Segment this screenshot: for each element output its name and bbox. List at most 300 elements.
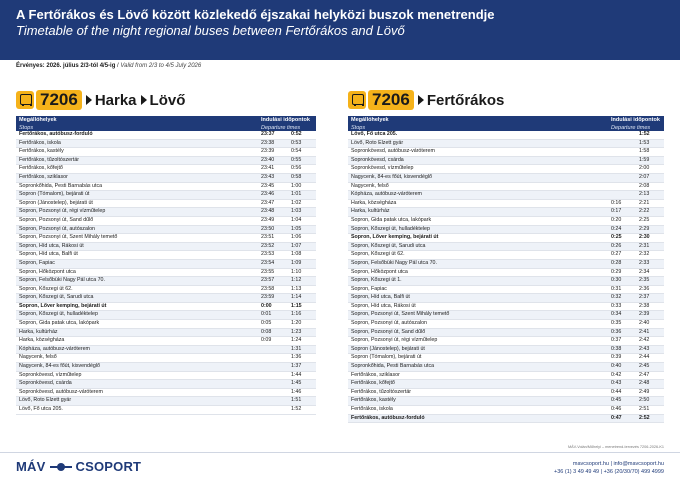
table-row: [16, 302, 316, 311]
stop-name: Sopron, Lőver kemping, bejárati út: [16, 302, 258, 311]
departure-time: 1:53: [636, 139, 664, 148]
departure-time: 2:42: [636, 337, 664, 346]
table-row: [16, 268, 316, 277]
departure-time: [258, 388, 288, 397]
stop-name: Sopron, Gida patak utca, lakópark: [16, 320, 258, 329]
departure-time: [258, 363, 288, 372]
stop-name: Lövő, Fő utca 205.: [348, 131, 608, 139]
departure-time: [608, 148, 636, 157]
departure-time: 0:05: [258, 320, 288, 329]
stop-name: Sopron (Tómalom), bejárati út: [16, 191, 258, 200]
stop-name: Fertőrákos, sziklasor: [348, 371, 608, 380]
contact-phone[interactable]: +36 (1) 3 49 49 49 | +36 (20/30/70) 499 4999: [554, 469, 664, 475]
table-row: [16, 156, 316, 165]
stop-name: Nagycenk, felső: [348, 182, 608, 191]
table-row: [16, 285, 316, 294]
departure-time: 2:13: [636, 191, 664, 200]
departure-time: 2:39: [636, 311, 664, 320]
departure-time: 1:12: [288, 277, 316, 286]
table-row: [16, 371, 316, 380]
departure-time: [258, 371, 288, 380]
departure-time: 23:40: [258, 156, 288, 165]
title-english: Timetable of the night regional buses between Fertőrákos and Lövő: [16, 23, 405, 38]
departure-time: 2:37: [636, 294, 664, 303]
departure-time: 1:46: [288, 388, 316, 397]
column-header-times: Indulási időpontok: [608, 116, 664, 124]
departure-time: 0:25: [608, 234, 636, 243]
departure-time: 23:37: [258, 131, 288, 139]
stop-name: Sopron, Pozsonyi út, Szent Mihály temető: [16, 234, 258, 243]
departure-time: 2:43: [636, 345, 664, 354]
route-destination-final: Lövő: [149, 91, 186, 109]
departure-time: 0:24: [608, 225, 636, 234]
table-row: [16, 345, 316, 354]
table-row: [348, 337, 664, 346]
validity-label: Érvényes: 2026. július 2/3-tól 4/5-ig: [16, 63, 116, 69]
departure-time: 0:52: [288, 131, 316, 139]
departure-time: 1:02: [288, 199, 316, 208]
departure-time: [608, 173, 636, 182]
contact-web-email[interactable]: mavcsoport.hu | info@mavcsoport.hu: [572, 461, 664, 467]
departure-time: 0:00: [258, 302, 288, 311]
departure-time: 1:14: [288, 294, 316, 303]
route-number: 7206: [368, 90, 414, 110]
page-footer: [0, 452, 680, 481]
departure-time: 0:54: [288, 148, 316, 157]
table-row: [348, 345, 664, 354]
departure-time: [258, 406, 288, 415]
table-row: [16, 173, 316, 182]
table-row: [348, 182, 664, 191]
stop-name: Sopron, Fapiac: [348, 285, 608, 294]
route-header: [348, 88, 664, 112]
departure-time: 2:07: [636, 173, 664, 182]
departure-time: 0:39: [608, 354, 636, 363]
departure-time: 1:07: [288, 242, 316, 251]
departure-time: 0:31: [608, 285, 636, 294]
departure-time: 2:31: [636, 242, 664, 251]
departure-time: 0:42: [608, 371, 636, 380]
table-row: [348, 216, 664, 225]
departure-time: 23:43: [258, 173, 288, 182]
table-row: [348, 285, 664, 294]
departure-time: 1:13: [288, 285, 316, 294]
departure-time: 1:10: [288, 268, 316, 277]
departure-time: 2:47: [636, 371, 664, 380]
departure-time: 2:21: [636, 199, 664, 208]
departure-time: 2:32: [636, 251, 664, 260]
departure-time: 2:35: [636, 277, 664, 286]
table-row: [348, 302, 664, 311]
credit-note: MÁV-Volán/Műhelyi – menetrend-tervezés 7206-2026-K1: [567, 445, 664, 449]
mav-csoport-logo: [16, 459, 141, 474]
departure-time: 0:55: [288, 156, 316, 165]
departure-time: 0:29: [608, 268, 636, 277]
table-row: [348, 311, 664, 320]
column-header-times: Indulási időpontok: [258, 116, 316, 124]
stop-name: Sopronkőhida, Pesti Barnabás utca: [348, 363, 608, 372]
stop-name: Sopron, Kőszegi út, Sarudi utca: [16, 294, 258, 303]
stop-name: Harka, községháza: [348, 199, 608, 208]
table-row: [16, 354, 316, 363]
title-hungarian: A Fertőrákos és Lövő között közlekedő éjszakai helyközi buszok menetrendje: [16, 7, 495, 22]
arrow-right-icon: [418, 95, 424, 105]
departure-time: 23:45: [258, 182, 288, 191]
validity-line: [16, 63, 201, 69]
stop-name: Sopron, Felsőbüki Nagy Pál utca 70.: [348, 259, 608, 268]
stop-name: Nagycenk, 84-es főút, kisvendéglő: [16, 363, 258, 372]
column-header-stops-en: Stops: [348, 124, 608, 131]
stop-name: Fertőrákos, tűzoltószertár: [16, 156, 258, 165]
stop-name: Sopron, Kőszegi út 1.: [348, 277, 608, 286]
stop-name: Sopron, Felsőbüki Nagy Pál utca 70.: [16, 277, 258, 286]
table-row: [348, 397, 664, 406]
table-row: [348, 380, 664, 389]
departure-time: 0:33: [608, 302, 636, 311]
logo-mark-icon: [50, 463, 72, 471]
departure-time: 0:46: [608, 406, 636, 415]
stop-name: Sopron, Híd utca, Balfi út: [348, 294, 608, 303]
departure-time: 23:52: [258, 242, 288, 251]
departure-time: 2:08: [636, 182, 664, 191]
stop-name: Sopron, Kőszegi út 62.: [16, 285, 258, 294]
departure-time: [608, 191, 636, 200]
departure-time: 2:34: [636, 268, 664, 277]
route-header: [16, 88, 316, 112]
logo-text-right: CSOPORT: [75, 459, 142, 474]
departure-time: 0:58: [288, 173, 316, 182]
table-row: [16, 242, 316, 251]
table-row: [16, 320, 316, 329]
table-row: [348, 328, 664, 337]
column-header-stops: Megállóhelyek: [348, 116, 608, 124]
departure-time: 23:58: [258, 285, 288, 294]
stop-name: Sopron, Hőközpont utca: [348, 268, 608, 277]
table-row: [16, 406, 316, 415]
departure-time: 1:45: [288, 380, 316, 389]
departure-time: 23:49: [258, 216, 288, 225]
table-row: [348, 225, 664, 234]
departure-time: 23:41: [258, 165, 288, 174]
stop-name: Sopron, Pozsonyi út, Sand dűlő: [16, 216, 258, 225]
departure-time: 0:30: [608, 277, 636, 286]
departure-time: 1:09: [288, 259, 316, 268]
stop-name: Nagycenk, 84-es főút, kisvendéglő: [348, 173, 608, 182]
departure-time: [608, 139, 636, 148]
table-row: [348, 173, 664, 182]
table-row: [16, 131, 316, 139]
timetable: [348, 116, 664, 423]
stop-name: Fertőrákos, kastély: [16, 148, 258, 157]
timetable-fertorakos: [348, 88, 664, 423]
departure-time: 1:04: [288, 216, 316, 225]
departure-time: 23:51: [258, 234, 288, 243]
departure-time: 1:08: [288, 251, 316, 260]
departure-time: 1:16: [288, 311, 316, 320]
departure-time: 1:20: [288, 320, 316, 329]
departure-time: 2:50: [636, 397, 664, 406]
table-row: [16, 148, 316, 157]
route-destination: Harka: [94, 91, 137, 109]
stop-name: Fertőrákos, iskola: [16, 139, 258, 148]
table-row: [348, 406, 664, 415]
departure-time: 2:48: [636, 380, 664, 389]
stop-name: Harka, községháza: [16, 337, 258, 346]
stop-name: Fertőrákos, kőfejtő: [348, 380, 608, 389]
stop-name: Sopron, Hőközpont utca: [16, 268, 258, 277]
stop-name: Kópháza, autóbusz-váróterem: [348, 191, 608, 200]
table-row: [348, 131, 664, 139]
departure-time: 0:36: [608, 328, 636, 337]
departure-time: 1:05: [288, 225, 316, 234]
departure-time: 1:24: [288, 337, 316, 346]
table-row: [16, 216, 316, 225]
validity-label-english: Valid from 2/3 to 4/5 July 2026: [120, 63, 202, 69]
stop-name: Fertőrákos, kastély: [348, 397, 608, 406]
stop-name: Sopronkövesd, csárda: [348, 156, 608, 165]
stop-name: Fertőrákos, autóbusz-forduló: [348, 414, 608, 423]
departure-time: 0:08: [258, 328, 288, 337]
departure-time: 0:27: [608, 251, 636, 260]
departure-time: 2:29: [636, 225, 664, 234]
departure-time: 23:48: [258, 208, 288, 217]
departure-time: [258, 397, 288, 406]
table-row: [348, 242, 664, 251]
departure-time: 0:20: [608, 216, 636, 225]
departure-time: 2:36: [636, 285, 664, 294]
table-row: [348, 388, 664, 397]
table-row: [348, 277, 664, 286]
stop-name: Sopron, Pozsonyi út, autószalon: [16, 225, 258, 234]
stop-name: Sopron, Kőszegi út 62.: [348, 251, 608, 260]
departure-time: [608, 131, 636, 139]
table-row: [348, 191, 664, 200]
departure-time: 0:09: [258, 337, 288, 346]
logo-text-left: MÁV: [16, 459, 46, 474]
table-row: [348, 259, 664, 268]
stop-name: Sopron, Híd utca, Rákosi út: [16, 242, 258, 251]
departure-time: 1:52: [288, 406, 316, 415]
departure-time: 2:49: [636, 388, 664, 397]
table-row: [16, 388, 316, 397]
table-row: [16, 234, 316, 243]
departure-time: 0:28: [608, 259, 636, 268]
departure-time: 2:51: [636, 406, 664, 415]
departure-time: 2:25: [636, 216, 664, 225]
stop-name: Sopron, Pozsonyi út, régi vízműtelep: [348, 337, 608, 346]
stop-name: Sopron, Pozsonyi út, Sand dűlő: [348, 328, 608, 337]
table-row: [348, 371, 664, 380]
arrow-right-icon: [141, 95, 147, 105]
departure-time: 23:38: [258, 139, 288, 148]
stop-name: Sopronkövesd, vízműtelep: [348, 165, 608, 174]
departure-time: 2:40: [636, 320, 664, 329]
departure-time: 2:41: [636, 328, 664, 337]
stop-name: Fertőrákos, autóbusz-forduló: [16, 131, 258, 139]
stop-name: Lövő, Roto Elzett gyár: [16, 397, 258, 406]
departure-time: 23:59: [258, 294, 288, 303]
departure-time: 1:31: [288, 345, 316, 354]
departure-time: 23:54: [258, 259, 288, 268]
departure-time: 2:33: [636, 259, 664, 268]
departure-time: 1:15: [288, 302, 316, 311]
stop-name: Lövő, Roto Elzett gyár: [348, 139, 608, 148]
table-row: [16, 199, 316, 208]
departure-time: 1:03: [288, 208, 316, 217]
departure-time: 0:32: [608, 294, 636, 303]
table-row: [16, 363, 316, 372]
column-header-times-en: Departure times: [608, 124, 664, 131]
departure-time: 0:35: [608, 320, 636, 329]
departure-time: 0:01: [258, 311, 288, 320]
table-row: [348, 234, 664, 243]
departure-time: 23:39: [258, 148, 288, 157]
departure-time: 1:52: [636, 131, 664, 139]
departure-time: 1:01: [288, 191, 316, 200]
timetable: [16, 116, 316, 415]
table-row: [348, 320, 664, 329]
departure-time: 2:38: [636, 302, 664, 311]
arrow-right-icon: [86, 95, 92, 105]
table-row: [348, 148, 664, 157]
departure-time: 23:55: [258, 268, 288, 277]
table-row: [348, 354, 664, 363]
stop-name: Kópháza, autóbusz-váróterem: [16, 345, 258, 354]
departure-time: 0:17: [608, 208, 636, 217]
table-row: [348, 268, 664, 277]
validity-separator: /: [115, 63, 121, 69]
bus-icon: [348, 91, 366, 109]
stop-name: Sopron, Kőszegi út, hulladéktelep: [348, 225, 608, 234]
departure-time: 0:56: [288, 165, 316, 174]
departure-time: 0:26: [608, 242, 636, 251]
departure-time: 2:44: [636, 354, 664, 363]
column-header-stops: Megállóhelyek: [16, 116, 258, 124]
departure-time: [258, 380, 288, 389]
stop-name: Fertőrákos, tűzoltószertár: [348, 388, 608, 397]
stop-name: Nagycenk, felső: [16, 354, 258, 363]
table-row: [16, 311, 316, 320]
stop-name: Sopronkövesd, autóbusz-váróterem: [16, 388, 258, 397]
stop-name: Sopron, Gida patak utca, lakópark: [348, 216, 608, 225]
table-row: [348, 156, 664, 165]
table-row: [16, 208, 316, 217]
table-row: [16, 139, 316, 148]
table-row: [16, 225, 316, 234]
stop-name: Harka, kultúrház: [16, 328, 258, 337]
departure-time: 0:44: [608, 388, 636, 397]
stop-name: Sopron, Pozsonyi út, Szent Mihály temető: [348, 311, 608, 320]
departure-time: 1:58: [636, 148, 664, 157]
stop-name: Sopronkövesd, vízműtelep: [16, 371, 258, 380]
column-header-times-en: Departure times: [258, 124, 316, 131]
departure-time: 1:36: [288, 354, 316, 363]
stop-name: Fertőrákos, sziklasor: [16, 173, 258, 182]
departure-time: 2:22: [636, 208, 664, 217]
departure-time: 0:38: [608, 345, 636, 354]
stop-name: Sopron, Kőszegi út, hulladéktelep: [16, 311, 258, 320]
departure-time: 0:16: [608, 199, 636, 208]
stop-name: Sopron (Jánostelep), bejárati út: [348, 345, 608, 354]
table-row: [16, 182, 316, 191]
departure-time: 0:37: [608, 337, 636, 346]
departure-time: 1:59: [636, 156, 664, 165]
stop-name: Sopron, Híd utca, Rákosi út: [348, 302, 608, 311]
departure-time: [258, 345, 288, 354]
departure-time: 0:34: [608, 311, 636, 320]
departure-time: 23:57: [258, 277, 288, 286]
departure-time: 0:40: [608, 363, 636, 372]
departure-time: 2:30: [636, 234, 664, 243]
table-row: [16, 165, 316, 174]
departure-time: 1:00: [288, 182, 316, 191]
departure-time: 1:37: [288, 363, 316, 372]
stop-name: Sopronkőhida, Pesti Barnabás utca: [16, 182, 258, 191]
stop-name: Fertőrákos, iskola: [348, 406, 608, 415]
stop-name: Sopron, Fapiac: [16, 259, 258, 268]
timetable-harka-lovo: [16, 88, 316, 415]
route-number: 7206: [36, 90, 82, 110]
stop-name: Sopronkövesd, autóbusz-váróterem: [348, 148, 608, 157]
departure-time: [608, 165, 636, 174]
table-row: [16, 259, 316, 268]
departure-time: 0:43: [608, 380, 636, 389]
table-row: [16, 277, 316, 286]
contact-info: [554, 460, 664, 476]
departure-time: 23:50: [258, 225, 288, 234]
table-row: [348, 139, 664, 148]
table-row: [16, 397, 316, 406]
table-row: [348, 414, 664, 423]
stop-name: Sopron, Pozsonyi út, autószalon: [348, 320, 608, 329]
departure-time: 23:53: [258, 251, 288, 260]
departure-time: 23:46: [258, 191, 288, 200]
departure-time: 2:52: [636, 414, 664, 423]
table-row: [348, 165, 664, 174]
table-row: [348, 251, 664, 260]
departure-time: [258, 354, 288, 363]
table-row: [16, 328, 316, 337]
departure-time: 1:51: [288, 397, 316, 406]
table-row: [348, 208, 664, 217]
bus-icon: [16, 91, 34, 109]
stop-name: Sopron (Jánostelep), bejárati út: [16, 199, 258, 208]
stop-name: Sopron (Tómalom), bejárati út: [348, 354, 608, 363]
departure-time: 0:47: [608, 414, 636, 423]
departure-time: 0:53: [288, 139, 316, 148]
departure-time: [608, 156, 636, 165]
departure-time: 1:44: [288, 371, 316, 380]
stop-name: Lövő, Fő utca 205.: [16, 406, 258, 415]
table-row: [16, 380, 316, 389]
table-row: [16, 191, 316, 200]
departure-time: 1:06: [288, 234, 316, 243]
table-row: [348, 363, 664, 372]
departure-time: 2:45: [636, 363, 664, 372]
departure-time: [608, 182, 636, 191]
column-header-stops-en: Stops: [16, 124, 258, 131]
departure-time: 2:00: [636, 165, 664, 174]
table-row: [348, 294, 664, 303]
stop-name: Sopron, Pozsonyi út, régi vízműtelep: [16, 208, 258, 217]
stop-name: Sopronkövesd, csárda: [16, 380, 258, 389]
departure-time: 1:23: [288, 328, 316, 337]
stop-name: Harka, kultúrház: [348, 208, 608, 217]
table-row: [16, 337, 316, 346]
page-header: [0, 0, 680, 60]
stop-name: Sopron, Lőver kemping, bejárati út: [348, 234, 608, 243]
route-destination: Fertőrákos: [426, 91, 505, 109]
